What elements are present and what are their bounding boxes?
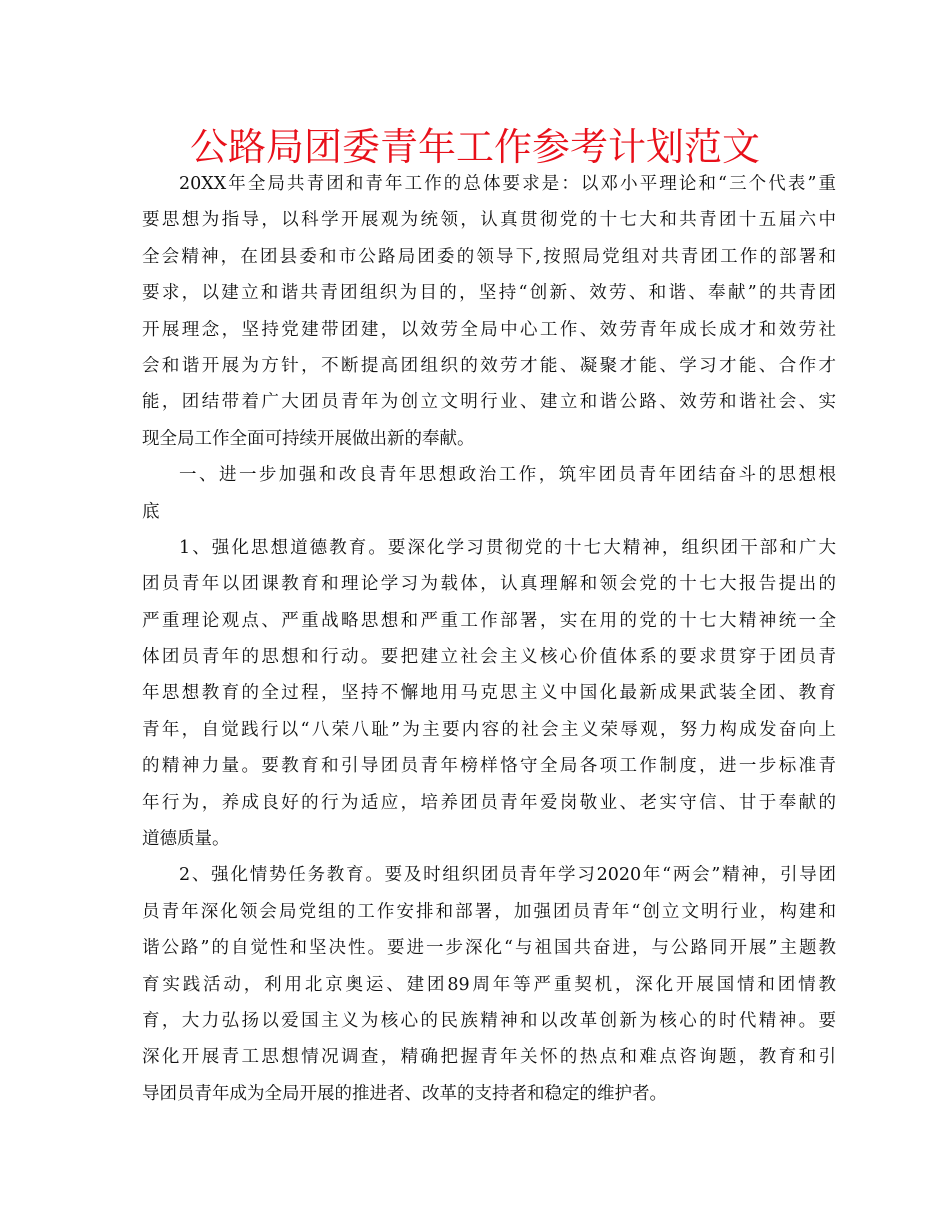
text-line: 20XX年全局共青团和青年工作的总体要求是：以邓小平理论和“三个代表”重 — [179, 174, 836, 194]
document-body — [142, 166, 836, 1112]
text-line: 深化开展青工思想情况调查，精确把握青年关怀的热点和难点咨询题，教育和引 — [142, 1047, 836, 1068]
paragraph — [142, 857, 836, 1112]
text-line: 体团员青年的思想和行动。要把建立社会主义核心价值体系的要求贯穿于团员青 — [142, 647, 836, 668]
paragraph — [142, 457, 836, 530]
text-line: 团员青年以团课教育和理论学习为载体，认真理解和领会党的十七大报告提出的 — [142, 574, 836, 595]
text-line: 底 — [142, 501, 160, 522]
text-line: 年行为，养成良好的行为适应，培养团员青年爱岗敬业、老实守信、甘于奉献的 — [142, 792, 836, 813]
text-line: 谐公路”的自觉性和坚决性。要进一步深化“与祖国共奋进，与公路同开展”主题教 — [142, 938, 836, 959]
text-line: 会和谐开展为方针，不断提高团组织的效劳才能、凝聚才能、学习才能、合作才 — [142, 355, 836, 376]
text-line: 道德质量。 — [142, 829, 230, 850]
text-line: 育，大力弘扬以爱国主义为核心的民族精神和以改革创新为核心的时代精神。要 — [142, 1010, 836, 1031]
text-line: 2、强化情势任务教育。要及时组织团员青年学习2020年“两会”精神，引导团 — [179, 865, 836, 886]
text-line: 的精神力量。要教育和引导团员青年榜样恪守全局各项工作制度，进一步标准青 — [142, 756, 836, 777]
text-line: 一、进一步加强和改良青年思想政治工作，筑牢团员青年团结奋斗的思想根 — [179, 465, 836, 486]
text-line: 青年，自觉践行以“八荣八耻”为主要内容的社会主义荣辱观，努力构成发奋向上 — [142, 719, 836, 740]
text-line: 员青年深化领会局党组的工作安排和部署，加强团员青年“创立文明行业，构建和 — [142, 901, 836, 922]
text-line: 全会精神，在团县委和市公路局团委的领导下,按照局党组对共青团工作的部署和 — [142, 246, 836, 267]
text-line: 现全局工作全面可持续开展做出新的奉献。 — [142, 428, 475, 449]
text-line: 1、强化思想道德教育。要深化学习贯彻党的十七大精神，组织团干部和广大 — [179, 537, 836, 558]
paragraph — [142, 530, 836, 858]
text-line: 严重理论观点、严重战略思想和严重工作部署，实在用的党的十七大精神统一全 — [142, 610, 836, 631]
text-line: 年思想教育的全过程，坚持不懈地用马克思主义中国化最新成果武装全团、教育 — [142, 683, 836, 704]
text-line: 导团员青年成为全局开展的推进者、改革的支持者和稳定的维护者。 — [142, 1083, 667, 1104]
text-line: 要思想为指导，以科学开展观为统领，认真贯彻党的十七大和共青团十五届六中 — [142, 210, 836, 231]
text-line: 能，团结带着广大团员青年为创立文明行业、建立和谐公路、效劳和谐社会、实 — [142, 392, 836, 413]
paragraph — [142, 166, 836, 457]
document-title: 公路局团委青年工作参考计划范文 — [189, 125, 760, 169]
text-line: 要求，以建立和谐共青团组织为目的，坚持“创新、效劳、和谐、奉献”的共青团 — [142, 283, 836, 304]
text-line: 开展理念，坚持党建带团建，以效劳全局中心工作、效劳青年成长成才和效劳社 — [142, 319, 836, 340]
text-line: 育实践活动，利用北京奥运、建团89周年等严重契机，深化开展国情和团情教 — [142, 974, 836, 995]
